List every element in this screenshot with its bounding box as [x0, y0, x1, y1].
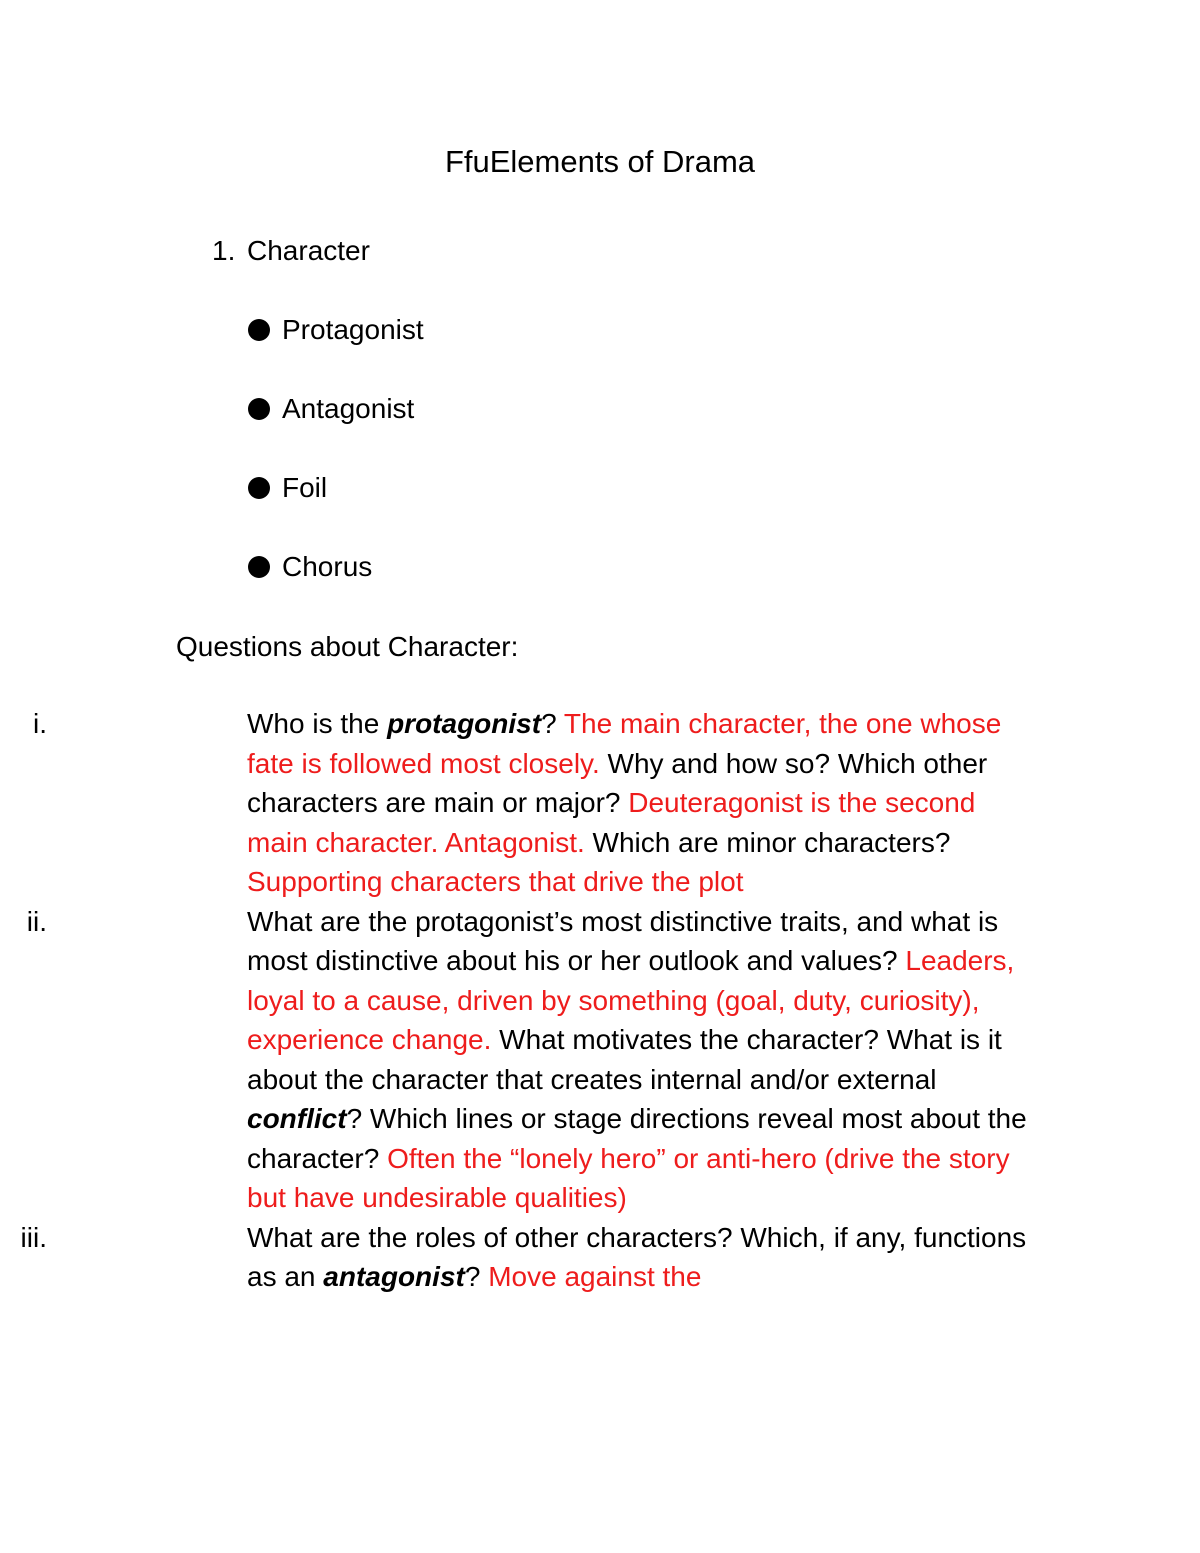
list-item — [248, 466, 424, 545]
section-label: Character — [247, 235, 370, 266]
character-types-list — [248, 308, 424, 624]
bullet-dot-icon — [248, 319, 270, 341]
bullet-dot-icon — [248, 477, 270, 499]
question-segment: Who is the — [247, 708, 388, 739]
bullet-dot-icon — [248, 556, 270, 578]
question-segment: Why and how so? Which other characters are main or major? — [247, 747, 988, 818]
question-text — [247, 1222, 1026, 1293]
question-segment: Which are minor characters? — [584, 826, 951, 858]
question-text — [247, 906, 1027, 1214]
answer-text: Often the “lonely hero” or anti-hero (drive the story but have undesirable qualities) — [247, 1142, 1010, 1213]
question-item — [0, 704, 1037, 902]
bullet-label: Antagonist — [282, 393, 415, 424]
question-item — [0, 1218, 1037, 1297]
question-numeral: i. — [33, 708, 47, 739]
question-segment: ? — [464, 1261, 489, 1292]
question-text — [247, 708, 1001, 897]
question-keyword: antagonist — [323, 1261, 465, 1292]
questions-heading: Questions about Character: — [176, 631, 519, 662]
bullet-label: Chorus — [282, 551, 373, 582]
section-number: 1. — [212, 235, 236, 266]
answer-text: Deuteragonist is the second main character. Antagonist. — [247, 787, 976, 858]
bullet-label: Foil — [282, 472, 328, 503]
answer-text: Supporting characters that drive the plot — [247, 866, 744, 897]
bullet-dot-icon — [248, 398, 270, 420]
section-character — [212, 229, 370, 273]
question-keyword: conflict — [247, 1103, 347, 1134]
question-item — [0, 902, 1037, 1218]
answer-text: The main character, the one whose fate is followed most closely. — [247, 708, 1002, 779]
list-item — [248, 387, 424, 466]
question-numeral: ii. — [26, 905, 47, 937]
list-item — [248, 545, 424, 624]
question-segment: What are the roles of other characters? Which, if any, functions as an — [247, 1221, 1027, 1292]
question-segment: ? — [541, 708, 564, 739]
question-numeral: iii. — [20, 1221, 47, 1253]
questions-list — [0, 704, 1200, 1297]
question-segment: What are the protagonist’s most distinctive traits, and what is most distinctive about his or her outlook and values? — [247, 905, 999, 976]
list-item — [248, 308, 424, 387]
answer-text: Move against the — [488, 1261, 702, 1292]
question-keyword: protagonist — [387, 708, 542, 739]
document-title: FfuElements of Drama — [444, 144, 756, 179]
question-segment: What motivates the character? What is it about the character that creates internal and/or external — [247, 1024, 1002, 1095]
answer-text: Leaders, loyal to a cause, driven by something (goal, duty, curiosity), experience change. — [247, 945, 1015, 1055]
bullet-label: Protagonist — [282, 314, 424, 345]
question-segment: ? Which lines or stage directions reveal most about the character? — [247, 1103, 1027, 1174]
